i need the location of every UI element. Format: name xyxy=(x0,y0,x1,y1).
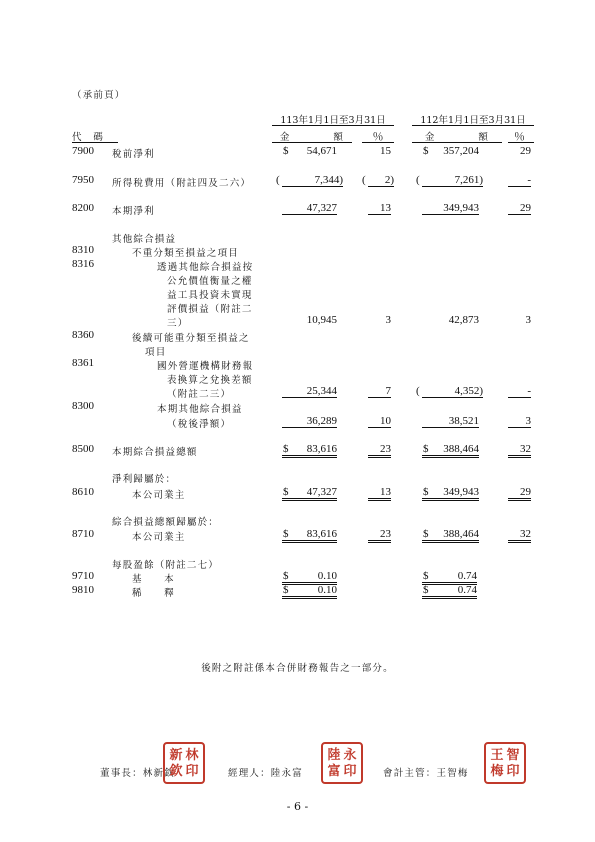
seal-char: 永 xyxy=(343,747,357,763)
row-code: 8200 xyxy=(72,202,94,214)
pct-current: 15 xyxy=(380,145,391,157)
amount-prior: 0.74 xyxy=(422,570,477,585)
seal-char: 印 xyxy=(343,763,357,779)
pct-header-prior: ％ xyxy=(514,130,525,143)
row-code: 9810 xyxy=(72,584,94,596)
seal-char: 梅 xyxy=(490,763,504,779)
seal-char: 印 xyxy=(185,763,199,779)
amount-current: 47,327 xyxy=(282,486,337,501)
seal-char: 智 xyxy=(506,747,520,763)
currency-sign: $ xyxy=(423,584,429,596)
pct-current-header-rule xyxy=(362,142,394,143)
amount-prior: 42,873 xyxy=(448,314,479,326)
currency-sign: $ xyxy=(283,145,289,157)
pct-current: 10 xyxy=(368,415,391,428)
manager-seal xyxy=(321,742,363,784)
accountant-signature: 會計主管：王智梅 xyxy=(383,768,469,779)
amount-prior: 7,261) xyxy=(422,174,483,187)
amount-prior-header-rule xyxy=(412,142,502,143)
pct-prior: - xyxy=(508,174,531,187)
pct-current: 7 xyxy=(368,385,391,398)
pct-prior: 32 xyxy=(508,528,531,543)
currency-sign: $ xyxy=(423,570,429,582)
seal-char: 林 xyxy=(185,747,199,763)
currency-sign: $ xyxy=(283,528,289,540)
chairman-seal xyxy=(163,742,205,784)
row-label: 本公司業主 xyxy=(132,532,186,543)
amount-current: 54,671 xyxy=(306,145,337,157)
pct-prior: 29 xyxy=(520,145,531,157)
amount-current: 0.10 xyxy=(282,570,337,585)
section-heading: 其他綜合損益 xyxy=(112,234,177,245)
row-code: 8710 xyxy=(72,528,94,540)
pct-prior: 3 xyxy=(508,415,531,428)
row-code: 8361 xyxy=(72,357,94,369)
manager-signature: 經理人：陸永富 xyxy=(228,768,303,779)
seal-char: 陸 xyxy=(327,747,341,763)
row-label: 所得稅費用（附註四及二六） xyxy=(112,178,252,189)
continued-label: （承前頁） xyxy=(72,90,126,101)
currency-sign: $ xyxy=(283,584,289,596)
row-label: 不重分類至損益之項目 xyxy=(132,248,240,259)
amount-header-current: 金 額 xyxy=(279,132,345,143)
pct-current: 23 xyxy=(368,528,391,543)
amount-current: 0.10 xyxy=(282,584,337,599)
row-label: 本期綜合損益總額 xyxy=(112,447,198,458)
amount-prior: 38,521 xyxy=(422,415,479,428)
code-header: 代 碼 xyxy=(72,132,105,143)
seal-char: 王 xyxy=(490,747,504,763)
currency-sign: $ xyxy=(283,486,289,498)
amount-prior: 349,943 xyxy=(422,486,479,501)
code-header-rule xyxy=(72,142,118,143)
footnote: 後附之附註係本合併財務報告之一部分。 xyxy=(201,663,394,674)
period-prior: 112年1月1日至3月31日 xyxy=(420,115,526,126)
currency-sign: $ xyxy=(423,528,429,540)
accountant-seal xyxy=(484,742,526,784)
amount-prior: 388,464 xyxy=(422,443,479,458)
row-code: 8500 xyxy=(72,443,94,455)
row-label-cont: （稅後淨額） xyxy=(167,419,232,430)
amount-current: 47,327 xyxy=(282,202,337,215)
amount-current: 10,945 xyxy=(306,314,337,326)
pct-prior: 29 xyxy=(508,486,531,501)
amount-prior: 349,943 xyxy=(422,202,479,215)
amount-prior: 0.74 xyxy=(422,584,477,599)
pct-current: 2) xyxy=(368,174,394,187)
pct-prior: 29 xyxy=(508,202,531,215)
pct-prior-header-rule xyxy=(508,142,534,143)
row-label: 稀 釋 xyxy=(132,588,175,599)
row-code: 8316 xyxy=(72,258,94,270)
amount-current: 25,344 xyxy=(282,385,337,398)
period-prior-rule xyxy=(412,125,534,126)
row-label: 本期淨利 xyxy=(112,206,155,217)
row-label: 稅前淨利 xyxy=(112,149,155,160)
row-label: 國外營運機構財務報 xyxy=(157,361,254,372)
amount-current: 83,616 xyxy=(282,528,337,543)
row-label-cont: 項目 xyxy=(145,347,167,358)
row-label: 後續可能重分類至損益之 xyxy=(132,333,250,344)
currency-sign: $ xyxy=(283,443,289,455)
row-label: 基 本 xyxy=(132,574,175,585)
paren-open: ( xyxy=(276,174,280,186)
row-label-cont: 三） xyxy=(167,318,189,329)
period-current: 113年1月1日至3月31日 xyxy=(280,115,386,126)
row-code: 8610 xyxy=(72,486,94,498)
paren-open: ( xyxy=(416,174,420,186)
row-label-cont: 評價損益（附註二 xyxy=(167,304,253,315)
amount-prior: 4,352) xyxy=(422,385,483,398)
paren-open: ( xyxy=(362,174,366,186)
pct-current: 13 xyxy=(368,202,391,215)
pct-header-current: ％ xyxy=(372,130,384,143)
currency-sign: $ xyxy=(283,570,289,582)
row-label: 本公司業主 xyxy=(132,490,186,501)
seal-char: 富 xyxy=(327,763,341,779)
seal-char: 欽 xyxy=(169,763,183,779)
amount-prior: 357,204 xyxy=(443,145,479,157)
chairman-signature: 董事長：林新欽 xyxy=(100,768,175,779)
row-code: 8360 xyxy=(72,329,94,341)
row-label-cont: 公允價值衡量之權 xyxy=(167,276,253,287)
pct-current: 23 xyxy=(368,443,391,458)
page-number: - 6 - xyxy=(286,800,309,813)
pct-current: 13 xyxy=(368,486,391,501)
seal-char: 新 xyxy=(169,747,183,763)
section-heading: 每股盈餘（附註二七） xyxy=(112,560,220,571)
paren-open: ( xyxy=(416,385,420,397)
row-code: 8300 xyxy=(72,400,94,412)
row-code: 9710 xyxy=(72,570,94,582)
section-heading: 淨利歸屬於： xyxy=(112,474,177,485)
currency-sign: $ xyxy=(423,486,429,498)
pct-current: 3 xyxy=(385,314,391,326)
section-heading: 綜合損益總額歸屬於： xyxy=(112,517,220,528)
amount-current: 36,289 xyxy=(282,415,337,428)
amount-header-prior: 金 額 xyxy=(424,132,490,143)
pct-prior: 32 xyxy=(508,443,531,458)
row-label-cont: 益工具投資未實現 xyxy=(167,290,253,301)
seal-char: 印 xyxy=(506,763,520,779)
row-label: 本期其他綜合損益 xyxy=(157,404,243,415)
row-code: 7950 xyxy=(72,174,94,186)
pct-prior: 3 xyxy=(525,314,531,326)
row-label-cont: （附註二三） xyxy=(167,389,232,400)
currency-sign: $ xyxy=(423,443,429,455)
row-code: 8310 xyxy=(72,244,94,256)
currency-sign: $ xyxy=(423,145,429,157)
row-label: 透過其他綜合損益按 xyxy=(157,262,254,273)
period-current-rule xyxy=(272,125,394,126)
row-code: 7900 xyxy=(72,145,94,157)
amount-current: 7,344) xyxy=(282,174,343,187)
amount-prior: 388,464 xyxy=(422,528,479,543)
amount-current: 83,616 xyxy=(282,443,337,458)
amount-current-header-rule xyxy=(272,142,352,143)
pct-prior: - xyxy=(508,385,531,398)
row-label-cont: 表換算之兌換差額 xyxy=(167,375,253,386)
